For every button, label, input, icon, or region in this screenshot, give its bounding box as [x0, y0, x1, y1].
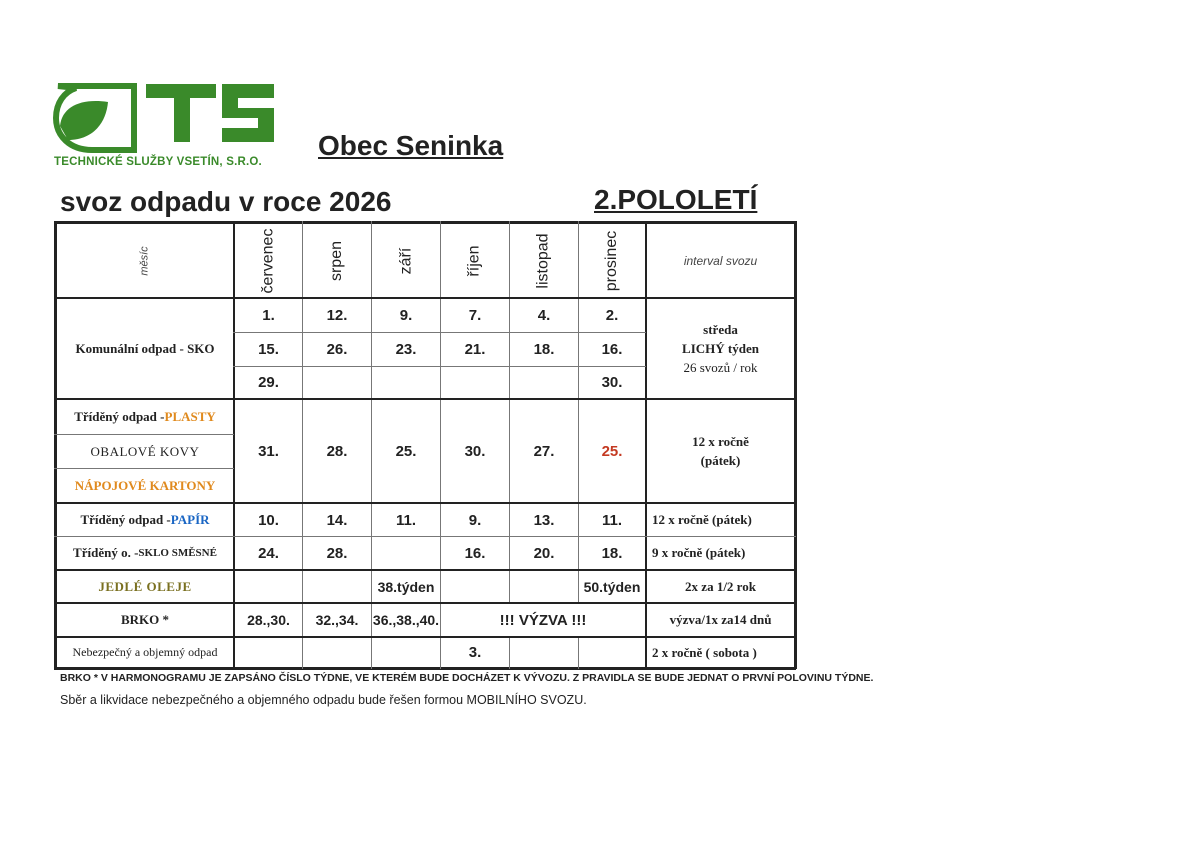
papir-interval: 12 x ročně (pátek) — [652, 512, 752, 527]
oleje-date-prosinec: 50.týden — [583, 578, 641, 595]
month-col-cervenec: červenec — [259, 228, 277, 293]
row-label-papir: Tříděný odpad - PAPÍR — [80, 512, 210, 527]
plasty-interval: 12 x ročně (pátek) — [692, 434, 749, 468]
sko-r3-date-prosinec: 30. — [601, 374, 623, 391]
nebezpecny-interval: 2 x ročně ( sobota ) — [652, 644, 757, 660]
sko-r3-date-zari — [372, 367, 440, 398]
plasty-date-rijen: 30. — [464, 442, 486, 460]
municipality-title: Obec Seninka — [318, 130, 504, 161]
row-label-kovy: OBALOVÉ KOVY — [90, 443, 200, 459]
sko-r3-date-srpen — [303, 367, 371, 398]
sko-interval: středa LICHÝ týden 26 svozů / rok — [682, 322, 759, 375]
plasty-date-prosinec: 25. — [601, 442, 623, 460]
papir-date-srpen: 14. — [326, 511, 348, 529]
nebezpecny-date-srpen — [303, 638, 371, 667]
nebezpecny-date-cervenec — [235, 638, 302, 667]
oleje-date-listopad — [510, 571, 578, 602]
mobile-collection-note: Sběr a likvidace nebezpečného a objemného odpadu bude řešen formou MOBILNÍHO SVOZU. — [60, 693, 587, 707]
papir-date-zari: 11. — [395, 511, 417, 529]
brko-date-srpen: 32.,34. — [315, 612, 359, 628]
sko-r1-date-zari: 9. — [399, 307, 413, 324]
company-name: TECHNICKÉ SLUŽBY VSETÍN, S.R.O. — [54, 156, 262, 168]
sko-r2-date-listopad: 18. — [533, 341, 555, 358]
row-label-brko: BRKO * — [120, 612, 170, 627]
sklo-date-listopad: 20. — [533, 544, 555, 562]
plasty-date-cervenec: 31. — [258, 442, 279, 460]
papir-date-cervenec: 10. — [258, 511, 279, 529]
row-label-sklo: Tříděný o. - SKLO SMĚSNÉ — [73, 545, 217, 560]
oleje-date-rijen — [441, 571, 509, 602]
sklo-date-srpen: 28. — [326, 544, 348, 562]
sklo-date-rijen: 16. — [464, 544, 486, 562]
sko-r3-date-cervenec: 29. — [258, 374, 279, 391]
oleje-date-cervenec — [235, 571, 302, 602]
month-col-zari: září — [396, 247, 414, 274]
papir-date-listopad: 13. — [533, 511, 555, 529]
interval-header: interval svozu — [683, 253, 758, 268]
oleje-date-srpen — [303, 571, 371, 602]
oleje-date-zari: 38.týden — [377, 578, 435, 595]
sklo-date-prosinec: 18. — [601, 544, 623, 562]
brko-date-cervenec: 28.,30. — [247, 612, 290, 628]
sklo-interval: 9 x ročně (pátek) — [652, 545, 746, 560]
sko-r1-date-srpen: 12. — [326, 307, 348, 324]
month-header: měsíc — [139, 245, 151, 276]
plasty-date-srpen: 28. — [326, 442, 348, 460]
nebezpecny-date-zari — [372, 638, 440, 667]
sko-r2-date-rijen: 21. — [464, 341, 486, 358]
nebezpecny-date-rijen: 3. — [468, 644, 482, 661]
brko-vyzva: !!! VÝZVA !!! — [441, 604, 645, 636]
brko-note: BRKO * V HARMONOGRAMU JE ZAPSÁNO ČÍSLO TÝDNE, VE KTERÉM BUDE DOCHÁZET K VÝVOZU. Z PRAVIDLA SE BUDE JEDNAT O PRVNÍ POLOVINU TÝDNE. — [60, 672, 874, 684]
sklo-date-cervenec: 24. — [258, 544, 279, 562]
brko-interval: výzva/1x za14 dnů — [669, 612, 772, 627]
row-label-plasty: Tříděný odpad - PLASTY — [74, 409, 216, 424]
sko-r3-date-listopad — [510, 367, 578, 398]
nebezpecny-date-prosinec — [579, 638, 645, 667]
row-label-sko: Komunální odpad - SKO — [75, 340, 215, 356]
page-title: svoz odpadu v roce 2026 — [60, 186, 392, 217]
row-label-nebezpecny: Nebezpečný a objemný odpad — [72, 645, 218, 659]
sko-r1-date-prosinec: 2. — [605, 307, 619, 324]
row-label-oleje: JEDLÉ OLEJE — [98, 578, 192, 594]
oleje-interval: 2x za 1/2 rok — [685, 578, 756, 594]
sko-r3-date-rijen — [441, 367, 509, 398]
month-col-srpen: srpen — [328, 240, 345, 281]
sko-r1-date-rijen: 7. — [468, 307, 482, 324]
papir-date-prosinec: 11. — [601, 511, 623, 529]
row-label-kartony: NÁPOJOVÉ KARTONY — [74, 477, 216, 493]
nebezpecny-date-listopad — [510, 638, 578, 667]
sko-r1-date-cervenec: 1. — [262, 307, 275, 324]
sklo-date-zari — [372, 537, 440, 569]
period-title: 2.POLOLETÍ — [594, 184, 758, 215]
sko-r1-date-listopad: 4. — [537, 307, 551, 324]
sko-r2-date-zari: 23. — [395, 341, 417, 358]
papir-date-rijen: 9. — [468, 511, 482, 529]
plasty-date-listopad: 27. — [533, 442, 555, 460]
sko-r2-date-cervenec: 15. — [258, 341, 279, 358]
sko-r2-date-prosinec: 16. — [601, 341, 623, 358]
month-col-prosinec: prosinec — [602, 230, 620, 291]
month-col-rijen: říjen — [466, 244, 483, 277]
month-col-listopad: listopad — [535, 232, 552, 289]
sko-r2-date-srpen: 26. — [326, 341, 348, 358]
plasty-date-zari: 25. — [395, 442, 417, 460]
brko-date-zari: 36.,38.,40. — [372, 612, 440, 628]
